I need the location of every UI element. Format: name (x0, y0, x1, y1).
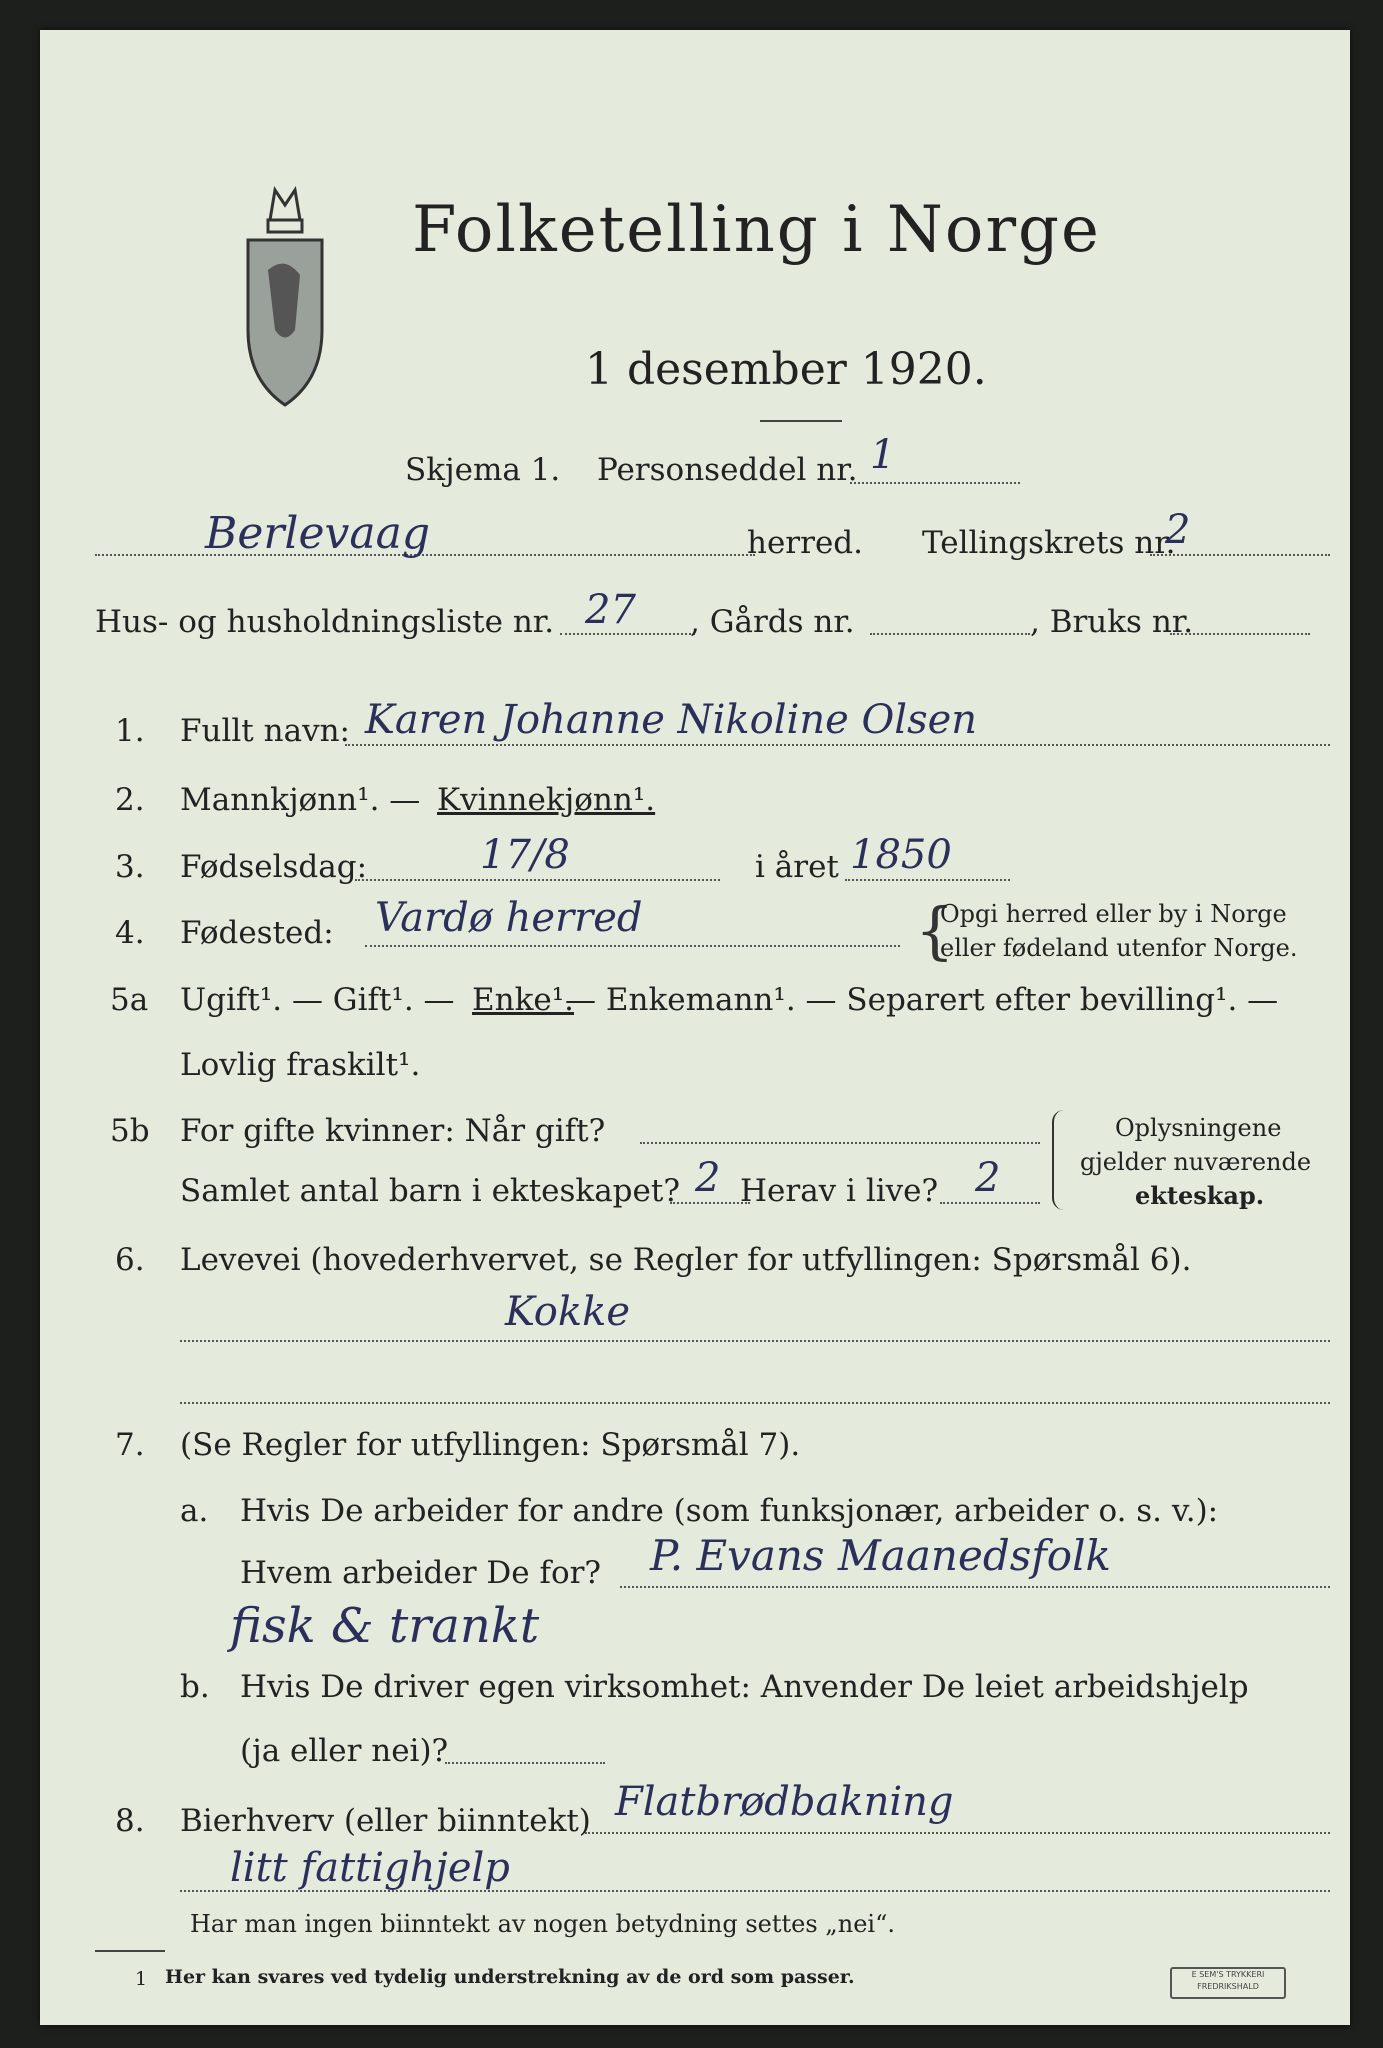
q3-year-label: i året (755, 849, 839, 885)
footnote-number: 1 (135, 1968, 148, 1990)
q5a-text-b: Enke¹. (472, 982, 575, 1018)
q2-text-a: Mannkjønn¹. — (180, 782, 421, 818)
q5b-note-1: Oplysningene (1115, 1114, 1282, 1142)
q5b-note-2: gjelder nuværende (1080, 1148, 1312, 1176)
q4-brace: { (915, 894, 955, 967)
q3-year-line (845, 879, 1010, 881)
footnote-divider (95, 1950, 165, 1952)
q7-b-line (445, 1762, 605, 1764)
tellingskrets-value: 2 (1165, 507, 1191, 553)
q3-label: Fødselsdag: (180, 849, 368, 885)
q7-a-line (620, 1586, 1330, 1588)
q6-number: 6. (115, 1242, 145, 1278)
q5b-gift-line (640, 1142, 1040, 1144)
q7-a-letter: a. (180, 1493, 209, 1529)
herred-label: herred. (747, 525, 863, 561)
q5a-text-a: Ugift¹. — Gift¹. — (180, 982, 455, 1018)
q6-line-1 (180, 1340, 1330, 1342)
q3-value: 17/8 (480, 832, 570, 878)
q6-value: Kokke (505, 1289, 631, 1335)
q7-b-letter: b. (180, 1669, 210, 1705)
q7-a-value-2: fisk & trankt (230, 1598, 540, 1654)
q5a-line2: Lovlig fraskilt¹. (180, 1047, 421, 1083)
q4-label: Fødested: (180, 915, 334, 951)
form-title: Folketelling i Norge (412, 193, 1101, 267)
personseddel-line (850, 482, 1020, 484)
tellingskrets-label: Tellingskrets nr. (922, 525, 1176, 561)
q3-line (355, 879, 720, 881)
q6-line-2 (180, 1402, 1330, 1404)
tellingskrets-line (1150, 554, 1330, 556)
footnote-text: Her kan svares ved tydelig understrekning av de ord som passer. (165, 1966, 855, 1988)
printer-stamp: E SEM'S TRYKKERI FREDRIKSHALD (1170, 1967, 1286, 1999)
q3-number: 3. (115, 849, 145, 885)
biinntekt-note: Har man ingen biinntekt av nogen betydning settes „nei“. (190, 1910, 895, 1938)
q6-label: Levevei (hovederhvervet, se Regler for utfyllingen: Spørsmål 6). (180, 1242, 1192, 1278)
q5a-number: 5a (110, 982, 149, 1018)
title-divider (760, 420, 842, 422)
bruks-line (1170, 633, 1310, 635)
hus-label: Hus- og husholdningsliste nr. (95, 604, 555, 640)
census-form (40, 30, 1350, 2025)
q5b-barn-value: 2 (695, 1155, 721, 1201)
q1-value: Karen Johanne Nikoline Olsen (365, 697, 978, 743)
q4-number: 4. (115, 915, 145, 951)
q7-label: (Se Regler for utfyllingen: Spørsmål 7). (180, 1427, 801, 1463)
q8-value: Flatbrødbakning (615, 1779, 954, 1825)
q7-a-who: Hvem arbeider De for? (240, 1555, 602, 1591)
q3-year-value: 1850 (850, 832, 952, 878)
q7-b-text: Hvis De driver egen virksomhet: Anvender De leiet arbeidshjelp (240, 1669, 1249, 1705)
q5b-number: 5b (110, 1113, 150, 1149)
q8-number: 8. (115, 1803, 145, 1839)
q5b-live-value: 2 (975, 1155, 1001, 1201)
q5b-bracket (1052, 1110, 1066, 1210)
q7-number: 7. (115, 1427, 145, 1463)
q1-label: Fullt navn: (180, 713, 350, 749)
q8-line-1 (585, 1832, 1330, 1834)
bruks-label: , Bruks nr. (1030, 604, 1194, 640)
q4-note-2: eller fødeland utenfor Norge. (940, 934, 1298, 962)
q8-value-2: litt fattighjelp (230, 1845, 510, 1891)
q5b-barn-label: Samlet antal barn i ekteskapet? (180, 1173, 680, 1209)
hus-line (560, 633, 695, 635)
q5a-text-c: — Enkemann¹. — Separert efter bevilling¹. — (565, 982, 1279, 1018)
q4-value: Vardø herred (375, 895, 643, 941)
q4-note-1: Opgi herred eller by i Norge (940, 900, 1287, 928)
hus-value: 27 (585, 587, 636, 633)
q7-a-text: Hvis De arbeider for andre (som funksjonær, arbeider o. s. v.): (240, 1493, 1219, 1529)
gaards-line (870, 633, 1030, 635)
q7-b-text-2: (ja eller nei)? (240, 1733, 449, 1769)
q5b-barn-line (670, 1202, 750, 1204)
census-date: 1 desember 1920. (585, 344, 987, 395)
schema-label: Skjema 1. (405, 452, 561, 488)
q4-line (365, 945, 900, 947)
q8-label: Bierhverv (eller biinntekt) (180, 1803, 591, 1839)
q1-line (345, 744, 1330, 746)
herred-value: Berlevaag (205, 508, 431, 559)
q2-number: 2. (115, 782, 145, 818)
q2-text-b: Kvinnekjønn¹. (437, 782, 656, 818)
q5b-note-3: ekteskap. (1135, 1181, 1265, 1210)
personseddel-value: 1 (870, 432, 896, 478)
personseddel-label: Personseddel nr. (597, 452, 858, 488)
q8-line-2 (180, 1890, 1330, 1892)
q5b-label: For gifte kvinner: Når gift? (180, 1113, 606, 1149)
q5b-live-line (940, 1202, 1040, 1204)
q5b-live-label: Herav i live? (740, 1173, 939, 1209)
q7-a-value: P. Evans Maanedsfolk (650, 1531, 1111, 1580)
coat-of-arms-icon (240, 180, 330, 410)
gaards-label: , Gårds nr. (690, 604, 855, 640)
q1-number: 1. (115, 713, 145, 749)
